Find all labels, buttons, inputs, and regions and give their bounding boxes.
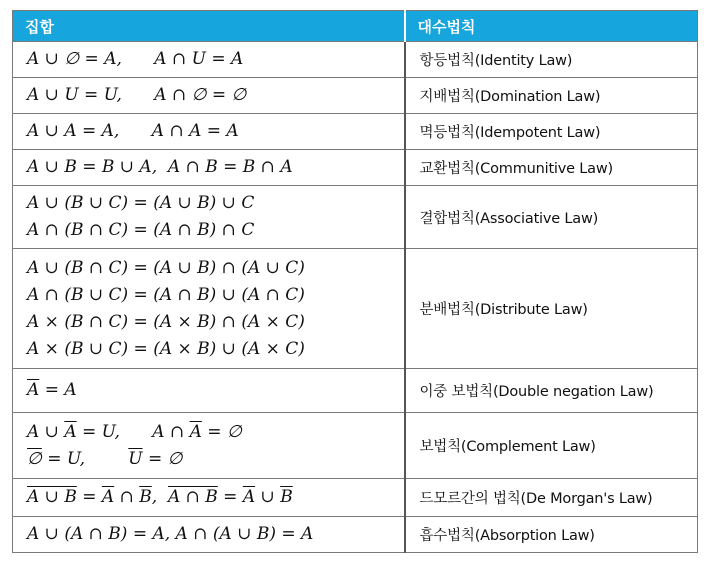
- formula: [27, 377, 404, 404]
- formula: A ∩ (B ∩ C) = (A ∩ B) ∩ C: [27, 220, 255, 240]
- table-row: [13, 517, 698, 553]
- formula: A ∪ U = U, A ∩ ∅ = ∅: [27, 85, 247, 105]
- formula: [27, 419, 404, 446]
- formula: A × (B ∪ C) = (A × B) ∪ (A × C): [27, 338, 305, 359]
- formula-cell: [13, 186, 405, 249]
- formula-cell: [13, 78, 405, 114]
- table-row: [13, 479, 698, 517]
- table-header-row: [13, 11, 698, 42]
- law-name: 지배법칙(Domination Law): [405, 78, 698, 114]
- formula-cell: [13, 517, 405, 553]
- complement-a: $\overline{A}$: [64, 421, 77, 442]
- table-row: [13, 114, 698, 150]
- complement-a: $\overline{A}$: [27, 380, 40, 400]
- law-name: 멱등법칙(Idempotent Law): [405, 114, 698, 150]
- table-row: [13, 150, 698, 186]
- complement-a: $\overline{A}$: [189, 421, 202, 442]
- formula-part: A ∪: [27, 421, 65, 442]
- table-row: [13, 78, 698, 114]
- law-name: 이중 보법칙(Double negation Law): [405, 369, 698, 413]
- complement-union: A ∪ B: [27, 487, 77, 507]
- table-row: [13, 413, 698, 479]
- formula-part: = U,: [41, 448, 129, 469]
- formula: A ∩ (B ∪ C) = (A ∩ B) ∪ (A ∩ C): [27, 284, 305, 305]
- formula-cell: [13, 479, 405, 517]
- formula-part: = ∅: [201, 421, 242, 442]
- header-set: 집합: [13, 11, 405, 42]
- table-row: [13, 42, 698, 78]
- formula: A ∪ A = A, A ∩ A = A: [27, 121, 239, 141]
- formula: A ∪ ∅ = A, A ∩ U = A: [27, 49, 244, 69]
- formula-part: ,: [151, 487, 168, 507]
- complement-a: $\overline{A}$: [242, 487, 256, 507]
- complement-b: $\overline{B}$: [139, 487, 152, 507]
- formula-part: ∪: [255, 487, 281, 507]
- header-algebraic-law: 대수법칙: [405, 11, 698, 42]
- formula-part: =: [217, 487, 243, 507]
- formula: A × (B ∩ C) = (A × B) ∩ (A × C): [27, 311, 305, 332]
- formula: A ∪ (B ∪ C) = (A ∪ B) ∪ C: [27, 193, 255, 213]
- complement-universe: $\overline{U}$: [128, 448, 143, 469]
- law-name: 결합법칙(Associative Law): [405, 186, 698, 249]
- table-row: [13, 369, 698, 413]
- formula: A ∪ (A ∩ B) = A, A ∩ (A ∪ B) = A: [27, 524, 314, 544]
- formula-rest: = A: [44, 380, 77, 400]
- law-name: 보법칙(Complement Law): [405, 413, 698, 479]
- formula-cell: [13, 150, 405, 186]
- formula-part: = U, A ∩: [76, 421, 190, 442]
- formula-cell: [13, 249, 405, 369]
- formula: A ∪ (B ∩ C) = (A ∪ B) ∩ (A ∪ C): [27, 257, 305, 278]
- formula-part: =: [76, 487, 102, 507]
- formula-cell: [13, 369, 405, 413]
- complement-b: $\overline{B}$: [280, 487, 293, 507]
- complement-empty: ∅: [27, 448, 42, 469]
- formula-cell: [13, 114, 405, 150]
- formula: A ∪ B = B ∪ A, A ∩ B = B ∩ A: [27, 157, 293, 177]
- law-name: 분배법칙(Distribute Law): [405, 249, 698, 369]
- formula: [27, 484, 404, 511]
- formula-part: = ∅: [142, 448, 183, 469]
- set-laws-table: [12, 10, 698, 553]
- formula-part: ∩: [114, 487, 140, 507]
- formula: [27, 446, 404, 473]
- complement-a: $\overline{A}$: [101, 487, 115, 507]
- law-name: 드모르간의 법칙(De Morgan's Law): [405, 479, 698, 517]
- formula-cell: [13, 413, 405, 479]
- complement-intersection: A ∩ B: [167, 487, 218, 507]
- law-name: 흡수법칙(Absorption Law): [405, 517, 698, 553]
- law-name: 항등법칙(Identity Law): [405, 42, 698, 78]
- table-row: [13, 249, 698, 369]
- set-laws-table-wrapper: [12, 10, 697, 553]
- table-row: [13, 186, 698, 249]
- formula-cell: [13, 42, 405, 78]
- law-name: 교환법칙(Communitive Law): [405, 150, 698, 186]
